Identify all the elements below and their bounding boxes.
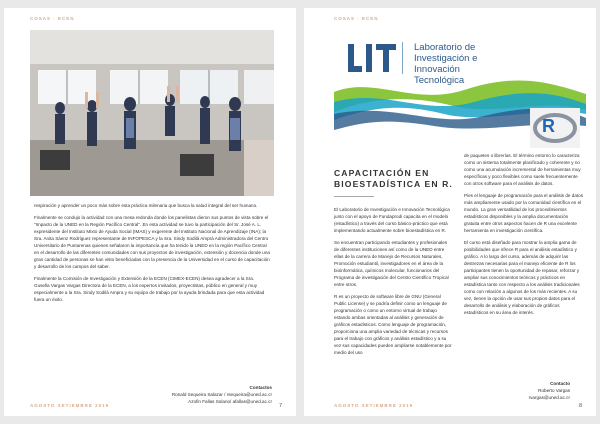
left-footer-label: AGOSTO SETIEMBRE 2019 [30, 403, 110, 408]
col-a-paragraph-2: Se encuentran participando estudiantes y profesionales de diferentes instituciones así como de la UNED entre ellas de la carrera de Manejo de Recursos Naturales, Promoción estudiantil, investigadores en el área de la bioinformática, químicos molecular, funcionarios del Programa de investigación del Centro Científico Tropical entre otros. [334, 240, 449, 287]
right-contact-line-1: Roberto Vargas [538, 388, 570, 393]
left-paragraph-3: Finalmente la Comisión de Investigación y Extensión de la ECEN (CIMEX-ECEN) desea agradecer a la Sra. Gusella Vargas Vargas Directora de la ECEN, a los expertos invitados, proyectistas, público en general y muy especialmente a la Sra. Sindy Sodilá Ampra y su equipo de trabajo por la ayuda brindada para que esta actividad fuera un éxito. [34, 276, 265, 302]
right-column-b [464, 152, 584, 321]
logo-line-1: Laboratorio de [414, 42, 476, 53]
logo-line-2: Investigación e [414, 53, 478, 64]
col-b-paragraph-2: Pies el lenguaje de programación para el análisis de datos más ampliamente usado por la comunidad científica en el mundo. La gran versatilidad de los procedimientos estadísticos disponibles y la amplia documentación gratuita entre otros aspectos hacen de R una excelente herramienta en investigación científica. [464, 193, 584, 233]
left-contacts-title: Contactos [249, 385, 272, 390]
left-paragraph-2: Finalmente se condujo la actividad con una mesa redonda donde los panelistas dieron sus puntos de vista sobre el "Impacto de la UNED en la Región Pacífico Central". En esta actividad se tuvo la participación del Sr. José A. L. expresidente del Instituto Mixto de Ayuda Social (IMAS) y exgerente del Instituto Nacional de Aprendizaje (INA); la Sra. Anita Sáenz Rodríguez representante de INFOPESCA y la Sra. Sindy Sodilá Amprá Administradora del Centro Universitario de Puntarenas quienes señalaron la importancia que ha tenido la UNED en la región Pacífico Central en el desarrollo de las diferentes comunidades con sus proyectos de investigación, extensión y docencia donde una gran cantidad de personas se han visto beneficiadas con la presencia de la Universidad en el curso de capacitación y desarrollo de los campos del saber. [34, 215, 270, 269]
left-contacts [172, 384, 272, 405]
right-contact-line-2: rvargas@uned.ac.cr [528, 395, 570, 400]
right-footer-label: AGOSTO SETIEMBRE 2019 [334, 403, 414, 408]
right-header-label: COSAS · ECEN [334, 16, 379, 21]
left-header-label: COSAS · ECEN [30, 16, 75, 21]
lit-logo-text [414, 42, 477, 86]
lit-logo-banner [334, 36, 586, 148]
left-contact-line-1: Ronald Sequeira Salazar / rsequeira@uned.ac.cr [171, 392, 272, 397]
right-page-number: 8 [578, 403, 582, 409]
left-paragraph-1: respiración y aprender un poco más sobre esta práctica milenaria que busca la salud integral del ser humano. [34, 203, 258, 208]
logo-line-3: Innovación [414, 64, 460, 75]
left-page-number: 7 [278, 403, 282, 409]
right-contacts [529, 380, 570, 401]
article-title: CAPACITACIÓN EN BIOESTADÍSTICA EN R. [334, 168, 453, 189]
left-body-text [34, 202, 270, 308]
col-b-paragraph-1: de paquetes o librerías. El término entorno lo caracteriza como un sistema totalmente planificado y coherente y no como una acumulación incremental de herramientas muy específicas y poco flexibles como suele frecuentemente con otros software para el análisis de datos. [464, 153, 581, 186]
left-contact-line-2: Azofin Fallas Solano/ afallas@uned.ac.cr [188, 399, 272, 404]
title-divider [334, 196, 374, 197]
logo-line-4: Tecnológica [414, 75, 465, 86]
yoga-class-photo [30, 30, 274, 196]
right-contacts-title: Contacto [550, 381, 570, 386]
right-column-a [334, 206, 452, 361]
left-page [4, 8, 296, 416]
right-page [304, 8, 596, 416]
yoga-class-illustration [30, 30, 274, 196]
col-a-paragraph-3: R es un proyecto de software libre de GNU (General Public License) y se podría definir como un lenguaje de programación o como un entorno virtual de trabajo estando ambas orientadas al análisis y generación de gráficos estadísticos. Como lenguaje de programación, proporciona una amplia variedad de técnicas y recursos para el trabajo con gráficos y análisis estadístico y a su vez sus capacidades pueden ampliarse notablemente por medio del uso [334, 294, 452, 355]
r-logo-letter: R [542, 116, 555, 136]
col-a-paragraph-1: El Laboratorio de Investigación e Innovación Tecnológica junto con el apoyo de Fundaprodi capacita en el modelo (estadístico) a través del curso básico-práctico que está implementando actualmente sobre bioestadística en R. [334, 207, 450, 233]
col-b-paragraph-3: El curso está diseñado para mostrar la amplia gama de posibilidades que ofrece R para el análisis estadístico y gráfico. A lo largo del curso, además de adquirir las destrezas necesarias para el manejo eficiente de R los participantes tienen la oportunidad de repasar, reforzar y ampliar sus conocimientos teóricos y prácticos en estadística tanto con respecto a los análisis tradicionales como con relación a algunos de los más recientes. A su vez, tienen la opción de usar sus propios datos para el desarrollo de análisis y elaboración de gráficos estadísticos en su área de interés. [464, 240, 580, 315]
